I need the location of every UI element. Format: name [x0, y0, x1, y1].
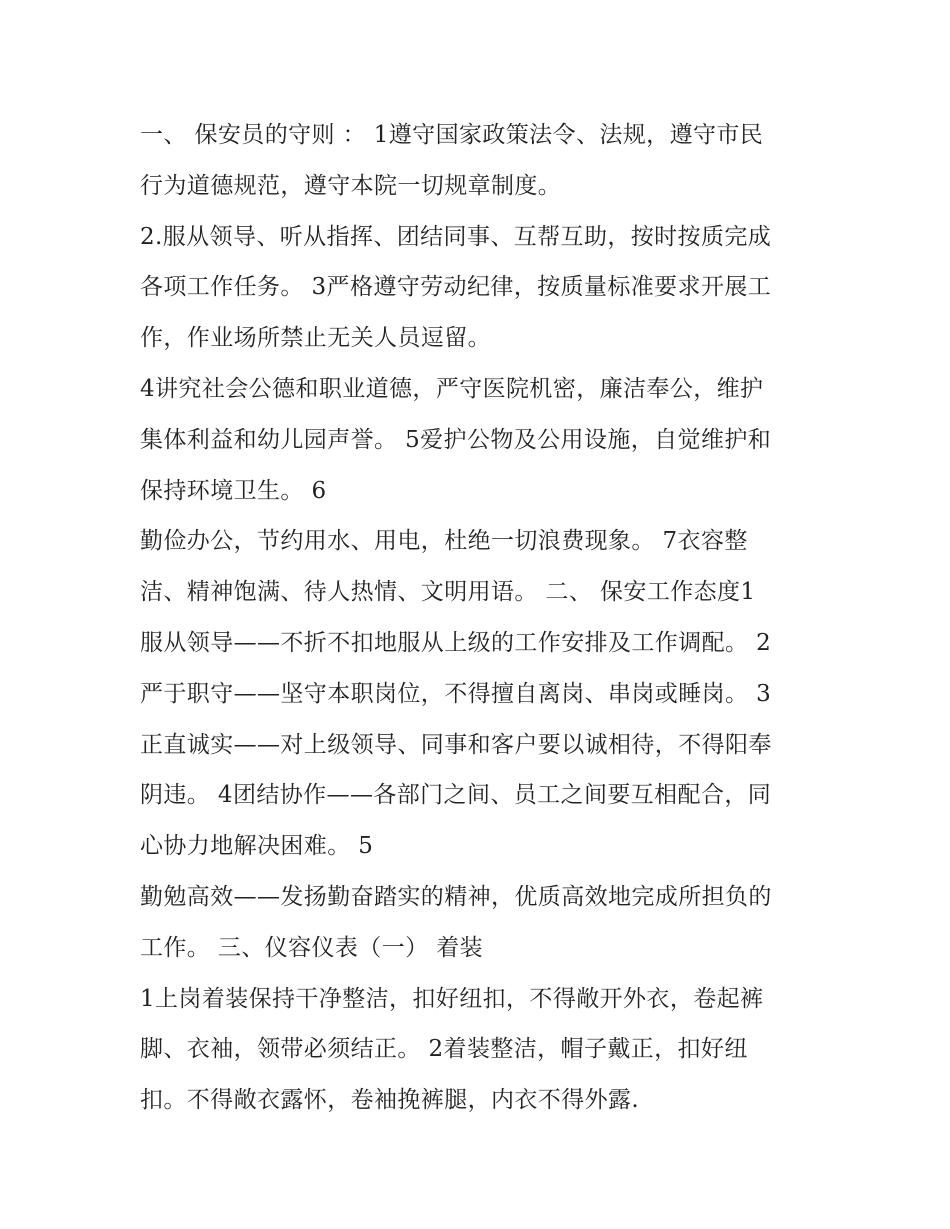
text-line: 作，作业场所禁止无关人员逗留。 — [140, 325, 491, 352]
text-line: 2.服从领导、听从指挥、团结同事、互帮互助，按时按质完成 — [140, 223, 772, 250]
text-line: 行为道德规范，遵守本院一切规章制度。 — [140, 172, 562, 199]
document-body — [140, 110, 830, 1126]
text-line: 集体利益和幼儿园声誉。 5爱护公物及公用设施，自觉维护和 — [140, 426, 772, 453]
text-line: 一、 保安员的守则 ： 1遵守国家政策法令、法规，遵守市民 — [140, 122, 764, 148]
text-line: 正直诚实——对上级领导、同事和客户要以诚相待，不得阳奉 — [140, 731, 772, 758]
text-line: 4讲究社会公德和职业道德，严守医院机密，廉洁奉公，维护 — [140, 375, 764, 402]
text-line: 脚、衣袖，领带必须结正。 2着装整洁，帽子戴正，扣好纽 — [140, 1036, 748, 1063]
text-line: 阴违。 4团结协作——各部门之间、员工之间要互相配合，同 — [140, 782, 772, 809]
text-line: 1上岗着装保持干净整洁，扣好纽扣，不得敞开外衣，卷起裤 — [140, 985, 764, 1012]
text-line: 勤俭办公，节约用水、用电，杜绝一切浪费现象。 7衣容整 — [140, 528, 748, 555]
text-line: 勤勉高效——发扬勤奋踏实的精神，优质高效地完成所担负的 — [140, 883, 772, 910]
text-line: 洁、精神饱满、待人热情、文明用语。 二、 保安工作态度1 — [140, 579, 756, 606]
text-line: 严于职守——坚守本职岗位，不得擅自离岗、串岗或睡岗。 3 — [140, 680, 772, 707]
text-line: 各项工作任务。 3严格遵守劳动纪律，按质量标准要求开展工 — [140, 274, 772, 301]
text-line: 工作。 三、仪容仪表（一） 着装 — [140, 934, 484, 961]
text-line: 服从领导——不折不扣地服从上级的工作安排及工作调配。 2 — [140, 629, 772, 656]
text-line: 心协力地解决困难。 5 — [140, 833, 374, 860]
text-line: 扣。不得敞衣露怀，卷袖挽裤腿，内衣不得外露. — [140, 1087, 640, 1114]
text-line: 保持环境卫生。 6 — [140, 477, 327, 504]
